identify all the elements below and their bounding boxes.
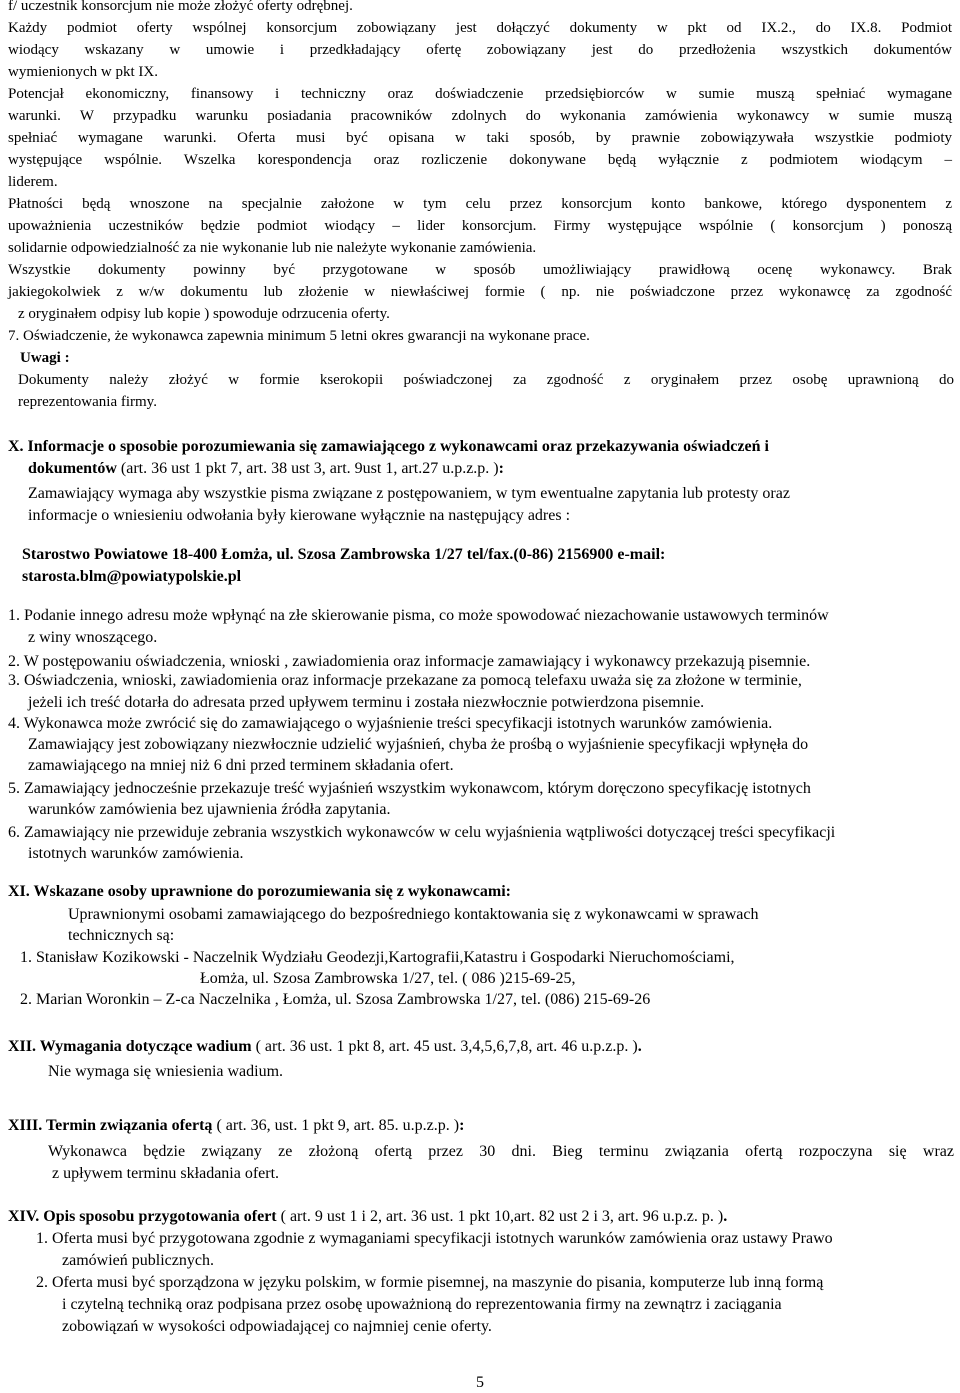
text-line: Nie wymaga się wniesienia wadium. [48, 1063, 284, 1080]
text-line: 7. Oświadczenie, że wykonawca zapewnia minimum 5 letni okres gwarancji na wykonane prace. [8, 328, 590, 344]
text-line: Wszystkie dokumenty powinny być przygotowane w sposób umożliwiający prawidłową ocenę wykonawcy. Brak [8, 262, 952, 278]
list-item: i czytelną techniką oraz podpisana przez osobę upoważnioną do reprezentowania firmy na zewnątrz i zaciągania [62, 1296, 782, 1313]
text-line: z upływem terminu składania ofert. [52, 1165, 280, 1182]
text-line: technicznych są: [68, 927, 175, 944]
list-item: 1. Podanie innego adresu może wpłynąć na złe skierowanie pisma, co może spowodować niezachowanie ustawowych terminów [8, 607, 829, 624]
person-line: 1. Stanisław Kozikowski - Naczelnik Wydziału Geodezji,Kartografii,Katastru i Gospodarki Nieruchomościami, [20, 949, 735, 966]
person-line: 2. Marian Woronkin – Z-ca Naczelnika , Łomża, ul. Szosa Zambrowska 1/27, tel. (086) 215-69-26 [20, 991, 651, 1008]
text-line: wymienionych w pkt IX. [8, 64, 158, 80]
list-item: 1. Oferta musi być przygotowana zgodnie z wymaganiami specyfikacji istotnych warunków zamówienia oraz ustawy Prawo [36, 1230, 833, 1247]
text-line: jakiegokolwiek z w/w dokumentu lub złożenie w niewłaściwej formie ( np. nie poświadczone przez wykonawcę za zgodność [8, 284, 952, 300]
list-item: zobowiązań w wysokości odpowiadającej co najmniej cenie oferty. [62, 1318, 492, 1335]
page-number: 5 [476, 1374, 484, 1391]
section-xii-heading: XII. Wymagania dotyczące wadium ( art. 36 ust. 1 pkt 8, art. 45 ust. 3,4,5,6,7,8, art. 46 u.p.z.p. ). [8, 1038, 642, 1055]
text-line: Wykonawca będzie związany ze złożoną ofertą przez 30 dni. Bieg terminu związania ofertą rozpoczyna się wraz [48, 1143, 954, 1160]
text-line: spełniać wymagane warunki. Oferta musi być opisana w taki sposób, by prawnie zobowiązywała wszystkie podmioty [8, 130, 952, 146]
address-line: Starostwo Powiatowe 18-400 Łomża, ul. Szosa Zambrowska 1/27 tel/fax.(0-86) 2156900 e-mail: [22, 546, 666, 563]
list-item: warunków zamówienia bez ujawnienia źródła zapytania. [28, 801, 391, 818]
section-x-heading-cont: dokumentów (art. 36 ust 1 pkt 7, art. 38 ust 3, art. 9ust 1, art.27 u.p.z.p. ): [28, 460, 504, 477]
list-item: istotnych warunków zamówienia. [28, 845, 244, 862]
person-line: Łomża, ul. Szosa Zambrowska 1/27, tel. ( 086 )215-69-25, [200, 970, 576, 987]
section-xiv-heading: XIV. Opis sposobu przygotowania ofert ( art. 9 ust 1 i 2, art. 36 ust. 1 pkt 10,art. 82 ust 2 i 3, art. 96 u.p.z. p. ). [8, 1208, 728, 1225]
section-x-heading: X. Informacje o sposobie porozumiewania się zamawiającego z wykonawcami oraz przekazywania oświadczeń i [8, 438, 769, 455]
section-xi-heading: XI. Wskazane osoby uprawnione do porozumiewania się z wykonawcami: [8, 883, 512, 900]
text-line: wiodący wskazany w umowie i przedkładający ofertę zobowiązany jest do przedłożenia wszystkich dokumentów [8, 42, 952, 58]
list-item: zamówień publicznych. [62, 1252, 214, 1269]
text-line: Potencjał ekonomiczny, finansowy i techniczny oraz doświadczenie przedsiębiorców w sumie muszą spełniać wymagane [8, 86, 952, 102]
list-item: Zamawiający jest zobowiązany niezwłocznie udzielić wyjaśnień, chyba że prośbą o wyjaśnienie specyfikacji wpłynęła do [28, 736, 809, 753]
list-item: 5. Zamawiający jednocześnie przekazuje treść wyjaśnień wszystkim wykonawcom, którym doręczono specyfikację istotnych [8, 780, 811, 797]
text-line: upoważnienia uczestników będzie podmiot wiodący – lider konsorcjum. Firmy występujące wspólnie ( konsorcjum ) ponoszą [8, 218, 952, 234]
text-line: Zamawiający wymaga aby wszystkie pisma związane z postępowaniem, w tym ewentualne zapytania lub protesty oraz [28, 485, 790, 502]
text-line: Płatności będą wnoszone na specjalnie założone w tym celu przez konsorcjum konto bankowe, którego dysponentem z [8, 196, 952, 212]
text-line: występujące wspólnie. Wszelka korespondencja oraz rozliczenie dokonywane będą wyłącznie z podmiotem wiodącym – [8, 152, 952, 168]
list-item: 6. Zamawiający nie przewiduje zebrania wszystkich wykonawców w celu wyjaśnienia wątpliwości dotyczącej treści specyfikacji [8, 824, 836, 841]
list-item: 3. Oświadczenia, wnioski, zawiadomienia oraz informacje przekazane za pomocą telefaxu uważa się za złożone w terminie, [8, 672, 802, 689]
list-item: 4. Wykonawca może zwrócić się do zamawiającego o wyjaśnienie treści specyfikacji istotnych warunków zamówienia. [8, 715, 773, 732]
list-item: 2. Oferta musi być sporządzona w języku polskim, w formie pisemnej, na maszynie do pisania, komputerze lub inną formą [36, 1274, 824, 1291]
text-line: warunki. W przypadku warunku posiadania pracowników zdolnych do wykonania zamówienia wykonawcy w sumie muszą [8, 108, 952, 124]
text-line: z oryginałem odpisy lub kopie ) spowoduje odrzucenia oferty. [18, 306, 390, 322]
list-item: zamawiającego na mniej niż 6 dni przed terminem składania ofert. [28, 757, 454, 774]
text-line: solidarnie odpowiedzialność za nie wykonanie lub nie należyte wykonanie zamówienia. [8, 240, 537, 256]
text-line: Każdy podmiot oferty wspólnej konsorcjum zobowiązany jest dołączyć dokumenty w pkt od IX.2., do IX.8. Podmiot [8, 20, 952, 36]
text-line: Dokumenty należy złożyć w formie kserokopii poświadczonej za zgodność z oryginałem przez osobę uprawnioną do [18, 372, 954, 388]
text-line: Uprawnionymi osobami zamawiającego do bezpośredniego kontaktowania się z wykonawcami w sprawach [68, 906, 759, 923]
section-xiii-heading: XIII. Termin związania ofertą ( art. 36, ust. 1 pkt 9, art. 85. u.p.z.p. ): [8, 1117, 465, 1134]
text-line: informacje o wniesieniu odwołania były kierowane wyłącznie na następujący adres : [28, 507, 571, 524]
text-line: f/ uczestnik konsorcjum nie może złożyć oferty odrębnej. [8, 0, 353, 14]
text-line: liderem. [8, 174, 58, 190]
list-item: z winy wnoszącego. [28, 629, 158, 646]
address-line: starosta.blm@powiatypolskie.pl [22, 568, 242, 585]
uwagi-label: Uwagi : [20, 350, 70, 366]
list-item: jeżeli ich treść dotarła do adresata przed upływem terminu i została niezwłocznie potwierdzona pisemnie. [28, 694, 705, 711]
list-item: 2. W postępowaniu oświadczenia, wnioski , zawiadomienia oraz informacje zamawiający i wykonawcy przekazują pisemnie. [8, 653, 811, 670]
text-line: reprezentowania firmy. [18, 394, 157, 410]
